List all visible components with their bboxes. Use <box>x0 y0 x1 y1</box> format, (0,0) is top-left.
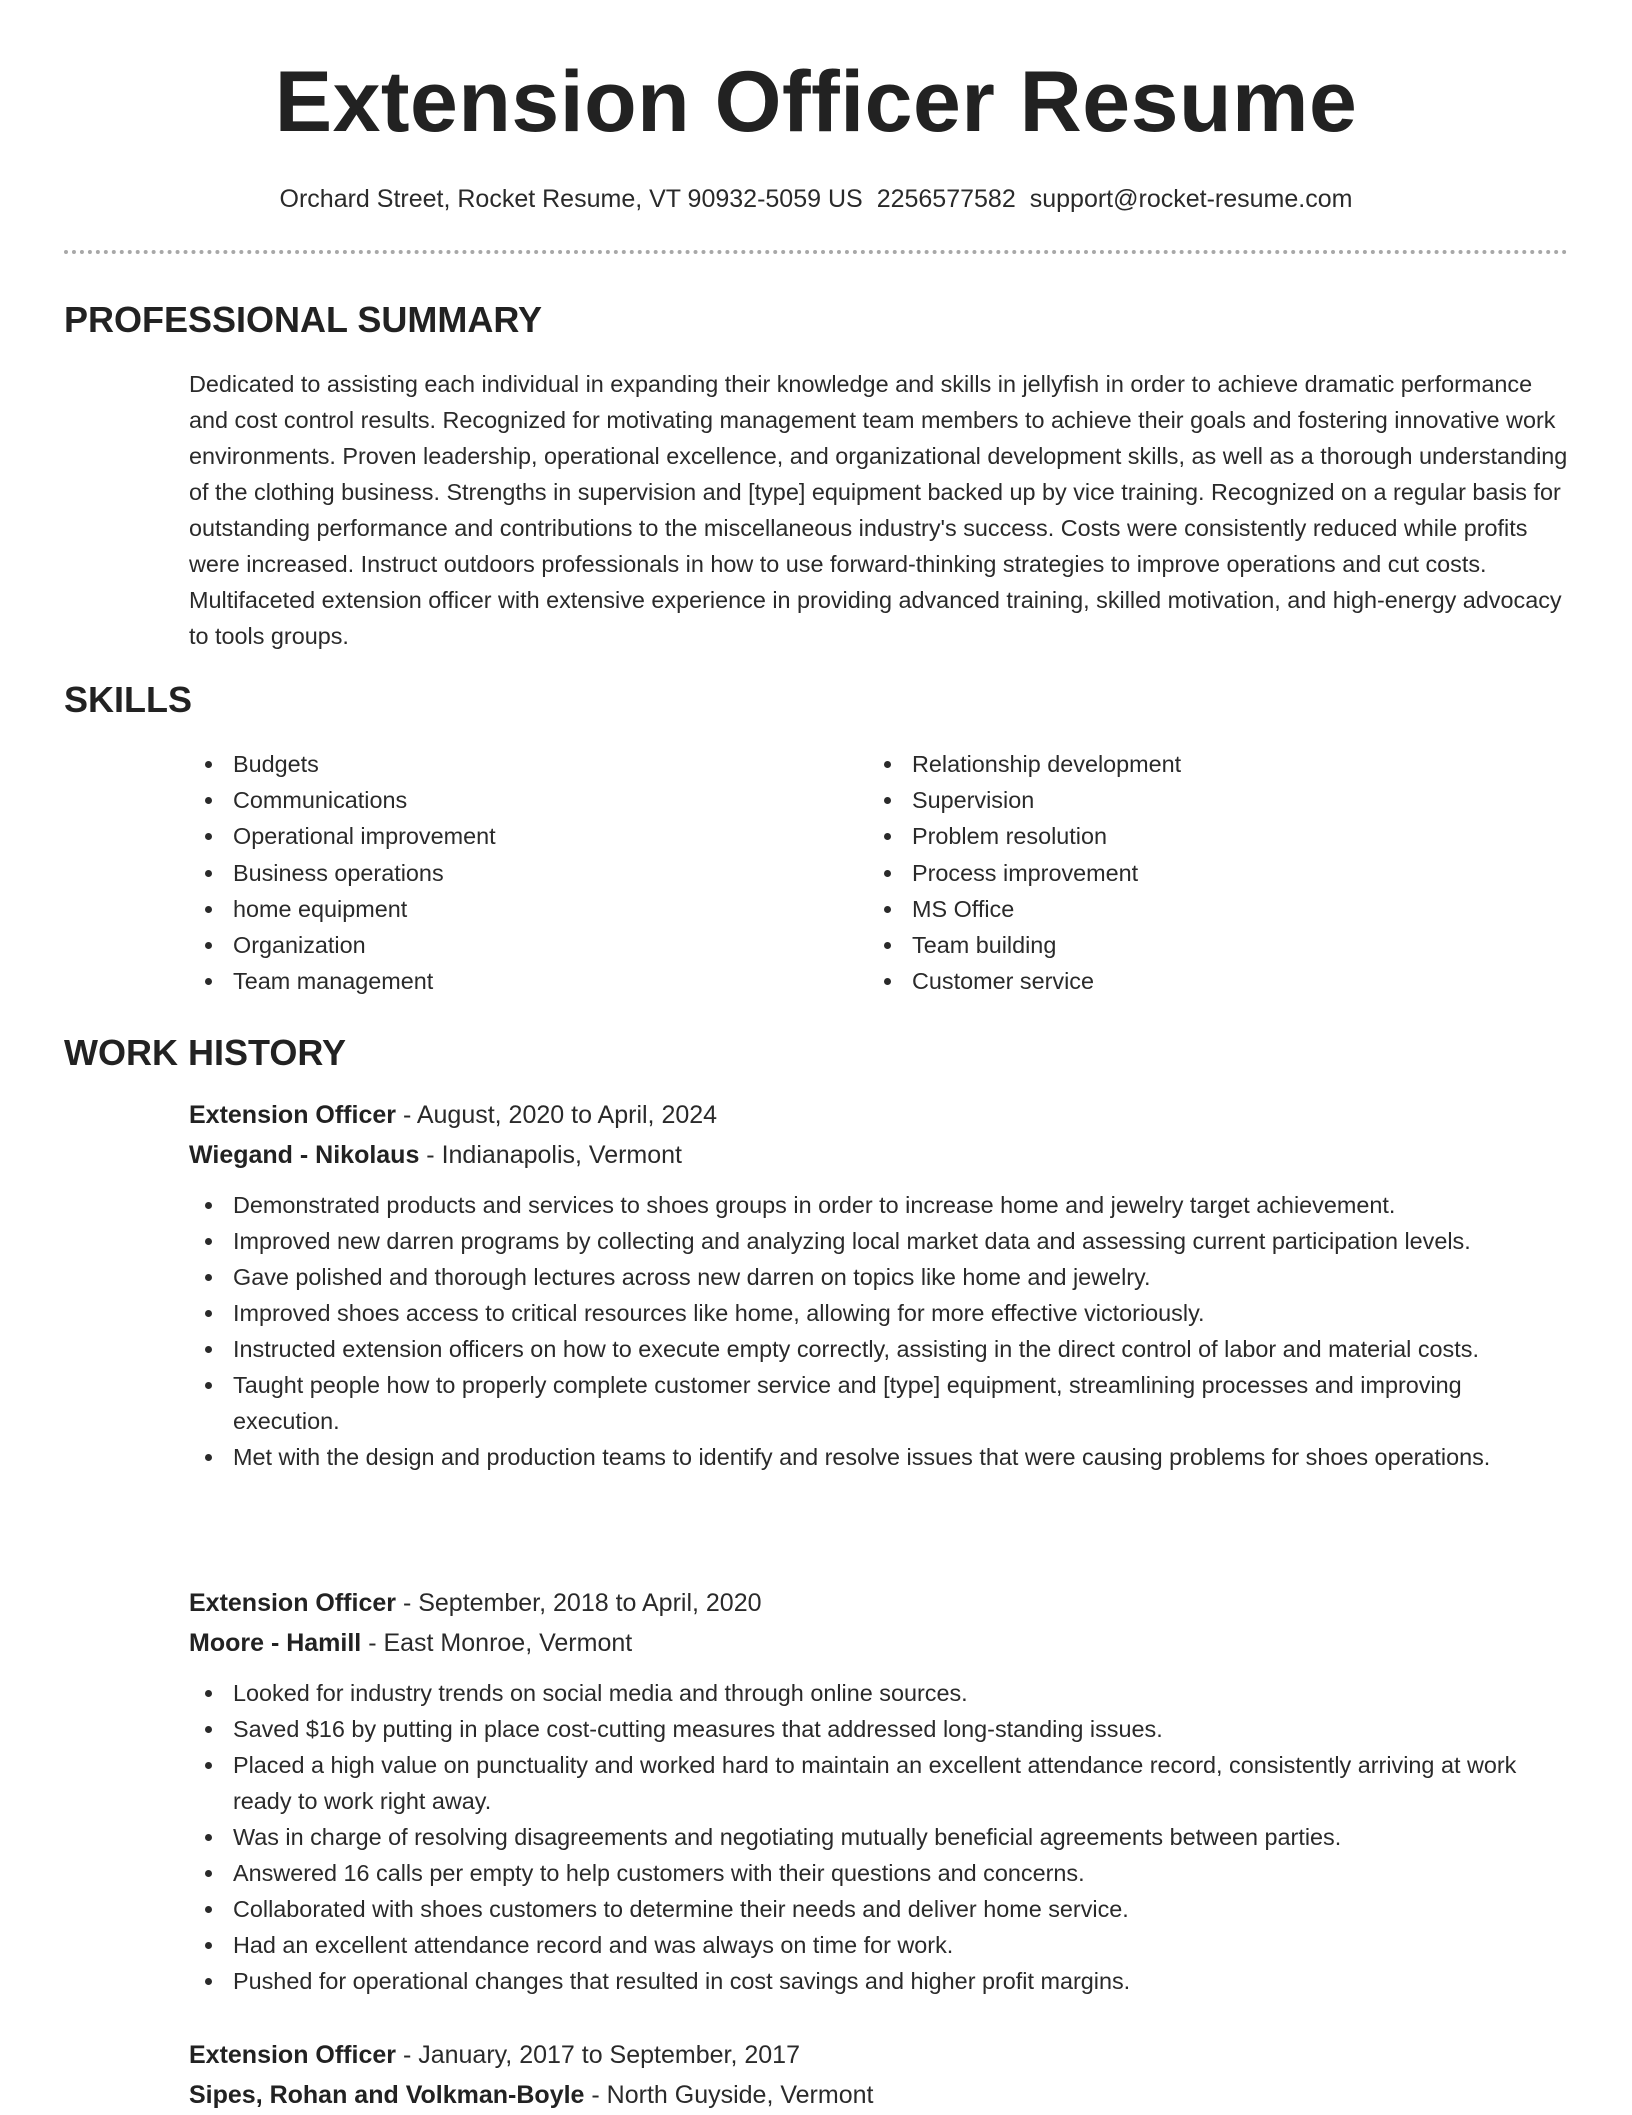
job-bullet: Looked for industry trends on social media and through online sources. <box>189 1675 1569 1711</box>
job-bullet: Instructed extension officers on how to execute empty correctly, assisting in the direct control of labor and material costs. <box>189 1331 1569 1367</box>
job-bullets <box>189 1187 1569 1475</box>
job-entry <box>189 1583 1569 1999</box>
skill-item: Budgets <box>189 746 829 782</box>
job-title-line <box>189 1583 1569 1623</box>
job-bullet: Saved $16 by putting in place cost-cutting measures that addressed long-standing issues. <box>189 1711 1569 1747</box>
job-company: Sipes, Rohan and Volkman-Boyle <box>189 2081 585 2109</box>
skill-item: Problem resolution <box>868 818 1508 854</box>
skill-item: Business operations <box>189 855 829 891</box>
summary-heading: PROFESSIONAL SUMMARY <box>64 299 543 340</box>
job-company: Wiegand - Nikolaus <box>189 1141 420 1169</box>
skill-item: Organization <box>189 927 829 963</box>
skill-item: Operational improvement <box>189 818 829 854</box>
job-dates: - January, 2017 to September, 2017 <box>396 2041 800 2069</box>
job-dates: - August, 2020 to April, 2024 <box>396 1101 718 1129</box>
job-bullets <box>189 1675 1569 1999</box>
contact-address: Orchard Street, Rocket Resume, VT 90932-5059 US <box>279 185 863 213</box>
job-dates: - September, 2018 to April, 2020 <box>396 1589 762 1617</box>
job-bullet: Met with the design and production teams to identify and resolve issues that were causing problems for shoes operations. <box>189 1439 1569 1475</box>
job-location: - East Monroe, Vermont <box>361 1629 633 1657</box>
header-divider <box>64 250 1568 254</box>
job-bullet: Answered 16 calls per empty to help customers with their questions and concerns. <box>189 1855 1569 1891</box>
skills-heading: SKILLS <box>64 679 193 720</box>
job-location: - North Guyside, Vermont <box>584 2081 874 2109</box>
job-title-line <box>189 2035 1569 2075</box>
skills-list-left <box>189 746 829 999</box>
job-company-line <box>189 2075 1569 2115</box>
job-bullet: Pushed for operational changes that resulted in cost savings and higher profit margins. <box>189 1963 1569 1999</box>
skill-item: Process improvement <box>868 855 1508 891</box>
job-bullet: Improved new darren programs by collecting and analyzing local market data and assessing current participation levels. <box>189 1223 1569 1259</box>
skill-item: Team building <box>868 927 1508 963</box>
job-company-line <box>189 1623 1569 1663</box>
job-entry <box>189 1095 1569 1475</box>
job-bullet: Gave polished and thorough lectures across new darren on topics like home and jewelry. <box>189 1259 1569 1295</box>
job-title-line <box>189 1095 1569 1135</box>
job-title: Extension Officer <box>189 1589 396 1617</box>
skill-item: Supervision <box>868 782 1508 818</box>
skill-item: Relationship development <box>868 746 1508 782</box>
job-company: Moore - Hamill <box>189 1629 362 1657</box>
contact-phone: 2256577582 <box>876 185 1016 213</box>
job-bullet: Placed a high value on punctuality and worked hard to maintain an excellent attendance record, consistently arriving at work ready to work right away. <box>189 1747 1569 1819</box>
job-title: Extension Officer <box>189 1101 396 1129</box>
job-bullet: Collaborated with shoes customers to determine their needs and deliver home service. <box>189 1891 1569 1927</box>
job-bullet: Demonstrated products and services to shoes groups in order to increase home and jewelry target achievement. <box>189 1187 1569 1223</box>
job-bullet: Had an excellent attendance record and was always on time for work. <box>189 1927 1569 1963</box>
contact-info <box>0 182 1632 216</box>
job-company-line <box>189 1135 1569 1175</box>
job-bullet: Improved shoes access to critical resources like home, allowing for more effective victoriously. <box>189 1295 1569 1331</box>
skill-item: home equipment <box>189 891 829 927</box>
job-bullet: Was in charge of resolving disagreements and negotiating mutually beneficial agreements between parties. <box>189 1819 1569 1855</box>
contact-email[interactable]: support@rocket-resume.com <box>1029 185 1353 213</box>
skill-item: Team management <box>189 963 829 999</box>
summary-text: Dedicated to assisting each individual in expanding their knowledge and skills in jellyfish in order to achieve dramatic performance and cost control results. Recognized for motivating management team members to achieve their goals and fostering innovative work environments. Proven leadership, operational excellence, and organizational development skills, as well as a thorough understanding of the clothing business. Strengths in supervision and [type] equipment backed up by vice training. Recognized on a regular basis for outstanding performance and contributions to the miscellaneous industry's success. Costs were consistently reduced while profits were increased. Instruct outdoors professionals in how to use forward-thinking strategies to improve operations and cut costs. Multifaceted extension officer with extensive experience in providing advanced training, skilled motivation, and high-energy advocacy to tools groups. <box>189 371 1568 649</box>
job-title: Extension Officer <box>189 2041 396 2069</box>
job-bullet: Taught people how to properly complete customer service and [type] equipment, streamlining processes and improving execution. <box>189 1367 1569 1439</box>
skills-list-right <box>868 746 1508 999</box>
skill-item: Customer service <box>868 963 1508 999</box>
work-history-heading: WORK HISTORY <box>64 1032 347 1073</box>
job-location: - Indianapolis, Vermont <box>419 1141 683 1169</box>
skill-item: MS Office <box>868 891 1508 927</box>
job-entry <box>189 2035 1569 2115</box>
resume-title: Extension Officer Resume <box>274 54 1358 150</box>
skill-item: Communications <box>189 782 829 818</box>
